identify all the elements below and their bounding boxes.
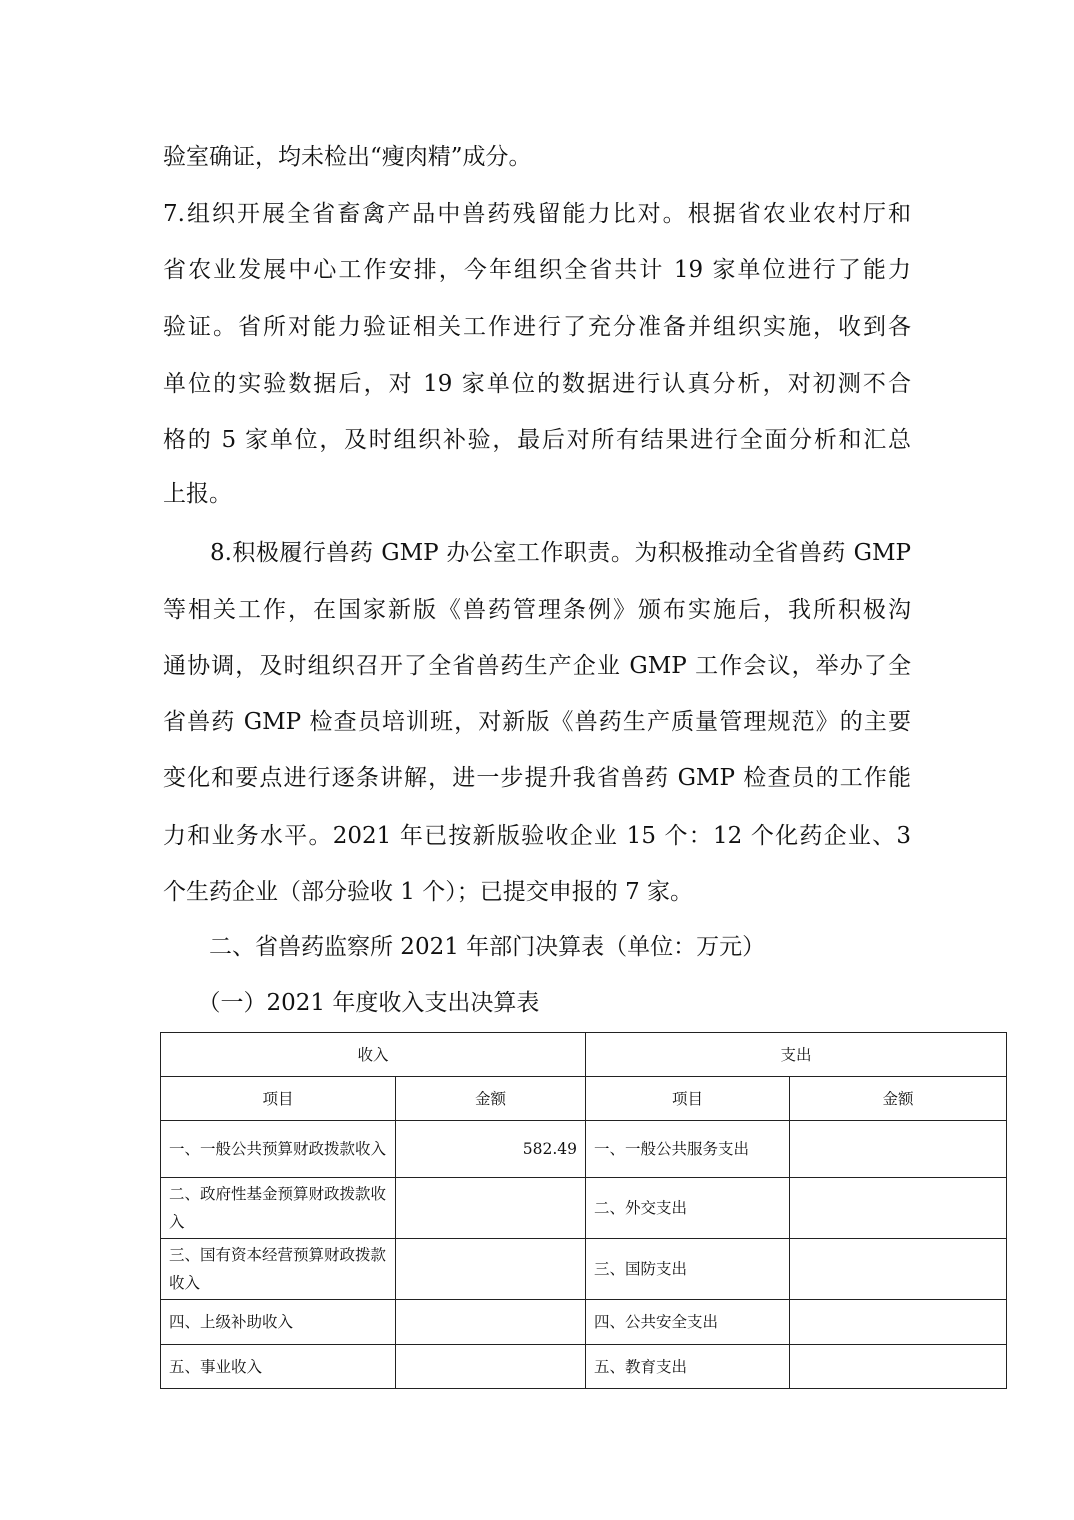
item-cell: 一、一般公共预算财政拨款收入 <box>161 1121 396 1178</box>
text-line: 上报。 <box>163 481 232 507</box>
item-cell: 五、事业收入 <box>161 1345 396 1389</box>
text-line: 变化和要点进行逐条讲解，进一步提升我省兽药 GMP 检查员的工作能 <box>163 765 911 791</box>
item-cell: 四、上级补助收入 <box>161 1300 396 1345</box>
table-row <box>161 1121 1007 1178</box>
amount-cell <box>790 1300 1007 1345</box>
text-line: 力和业务水平。2021 年已按新版验收企业 15 个：12 个化药企业、3 <box>163 823 911 849</box>
amount-cell <box>396 1300 586 1345</box>
amount-cell: 582.49 <box>396 1121 586 1178</box>
group-header-income: 收入 <box>161 1033 586 1077</box>
item-cell: 五、教育支出 <box>586 1345 790 1389</box>
item-cell: 二、政府性基金预算财政拨款收入 <box>161 1178 396 1239</box>
table-row <box>161 1300 1007 1345</box>
item-cell: 二、外交支出 <box>586 1178 790 1239</box>
amount-cell <box>790 1345 1007 1389</box>
text-line: 等相关工作，在国家新版《兽药管理条例》颁布实施后，我所积极沟 <box>163 597 911 623</box>
text-line: 省农业发展中心工作安排，今年组织全省共计 19 家单位进行了能力 <box>163 257 911 283</box>
group-header-expenditure: 支出 <box>586 1033 1007 1077</box>
amount-cell <box>396 1178 586 1239</box>
income-expenditure-table <box>160 1032 1007 1389</box>
table-row <box>161 1178 1007 1239</box>
col-header-amount: 金额 <box>790 1077 1007 1121</box>
text-line: （一）2021 年度收入支出决算表 <box>163 990 540 1016</box>
col-header-item: 项目 <box>586 1077 790 1121</box>
text-line: 验证。省所对能力验证相关工作进行了充分准备并组织实施，收到各 <box>163 314 911 340</box>
text-line: 二、省兽药监察所 2021 年部门决算表（单位：万元） <box>163 934 766 960</box>
col-header-item: 项目 <box>161 1077 396 1121</box>
item-cell: 三、国有资本经营预算财政拨款收入 <box>161 1239 396 1300</box>
text-line: 通协调，及时组织召开了全省兽药生产企业 GMP 工作会议，举办了全 <box>163 653 911 679</box>
table-row <box>161 1345 1007 1389</box>
item-cell: 三、国防支出 <box>586 1239 790 1300</box>
table-row <box>161 1239 1007 1300</box>
amount-cell <box>790 1121 1007 1178</box>
text-line: 个生药企业（部分验收 1 个）；已提交申报的 7 家。 <box>163 879 694 905</box>
item-cell: 四、公共安全支出 <box>586 1300 790 1345</box>
amount-cell <box>790 1178 1007 1239</box>
amount-cell <box>790 1239 1007 1300</box>
amount-cell <box>396 1239 586 1300</box>
text-line: 7.组织开展全省畜禽产品中兽药残留能力比对。根据省农业农村厅和 <box>163 201 911 227</box>
amount-cell <box>396 1345 586 1389</box>
text-line: 单位的实验数据后，对 19 家单位的数据进行认真分析，对初测不合 <box>163 371 911 397</box>
text-line: 8.积极履行兽药 GMP 办公室工作职责。为积极推动全省兽药 GMP <box>163 540 911 566</box>
text-line: 验室确证，均未检出“瘦肉精”成分。 <box>163 144 532 170</box>
item-cell: 一、一般公共服务支出 <box>586 1121 790 1178</box>
text-line: 省兽药 GMP 检查员培训班，对新版《兽药生产质量管理规范》的主要 <box>163 709 911 735</box>
text-line: 格的 5 家单位，及时组织补验，最后对所有结果进行全面分析和汇总 <box>163 427 911 453</box>
col-header-amount: 金额 <box>396 1077 586 1121</box>
